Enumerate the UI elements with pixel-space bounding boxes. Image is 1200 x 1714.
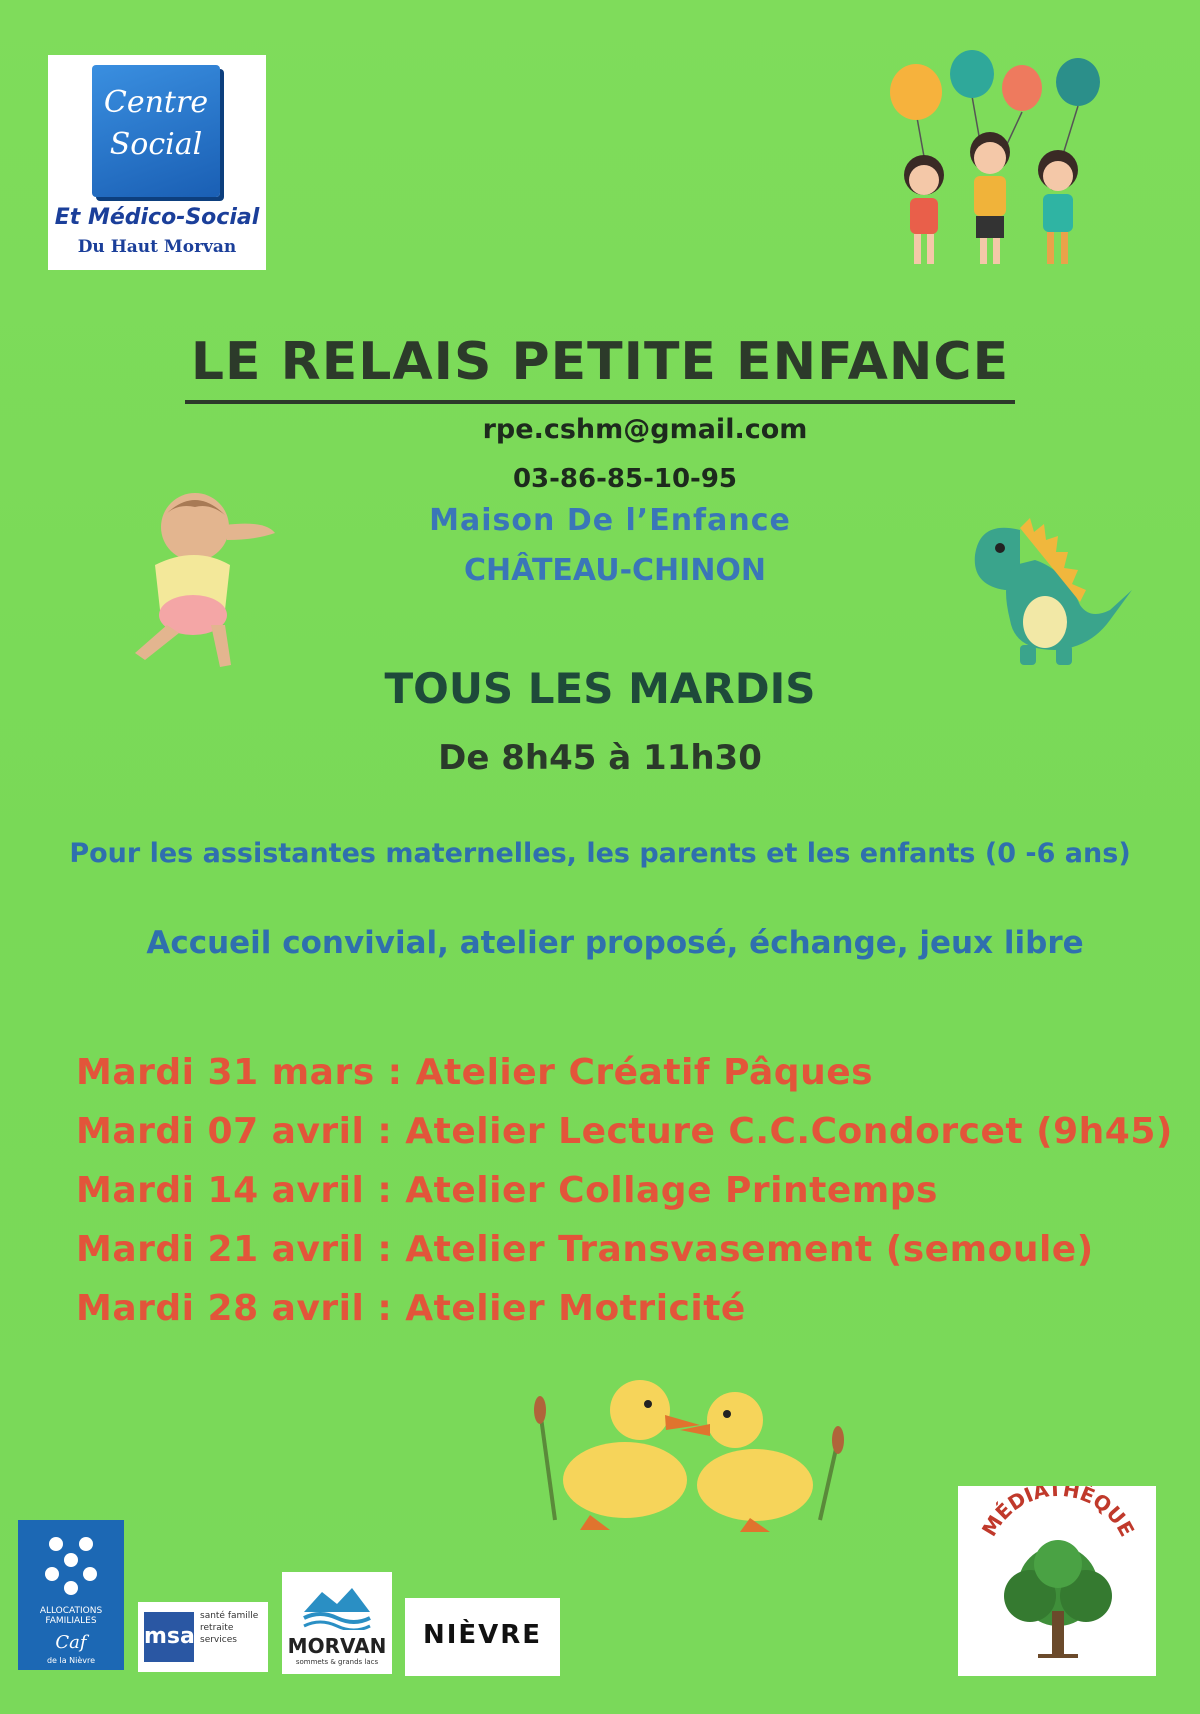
morvan-logo xyxy=(282,1572,392,1674)
location-city: CHÂTEAU-CHINON xyxy=(463,553,767,588)
ducks-illustration xyxy=(520,1370,860,1540)
title-wrap xyxy=(0,332,1200,404)
caf-top-text: ALLOCATIONS FAMILIALES xyxy=(39,1606,103,1626)
caf-sub: de la Nièvre xyxy=(46,1656,96,1665)
activities-summary: Accueil convivial, atelier proposé, échange, jeux libre xyxy=(146,925,1084,961)
caf-logo xyxy=(18,1520,124,1670)
audience-text: Pour les assistantes maternelles, les parents et les enfants (0 -6 ans) xyxy=(69,838,1131,869)
nievre-name: NIÈVRE xyxy=(422,1620,543,1650)
location-name: Maison De l’Enfance xyxy=(429,503,791,538)
contact-phone: 03-86-85-10-95 xyxy=(512,464,738,494)
msa-mark: msa xyxy=(144,1612,194,1662)
morvan-sub: sommets & grands lacs xyxy=(295,1658,379,1666)
mediatheque-logo xyxy=(958,1486,1156,1676)
msa-text: santé famille retraite services xyxy=(200,1611,259,1645)
list-item: Mardi 07 avril : Atelier Lecture C.C.Condorcet (9h45) xyxy=(76,1111,1173,1152)
caf-name: Caf xyxy=(55,1632,87,1653)
logo-line-1: Centre xyxy=(103,85,209,120)
nievre-logo xyxy=(405,1598,560,1676)
list-item: Mardi 31 mars : Atelier Créatif Pâques xyxy=(76,1052,874,1093)
msa-logo xyxy=(138,1602,268,1672)
list-item: Mardi 21 avril : Atelier Transvasement (semoule) xyxy=(76,1229,1094,1270)
centre-social-logo xyxy=(48,55,266,270)
logo-line-4: Du Haut Morvan xyxy=(77,237,237,257)
page-title: LE RELAIS PETITE ENFANCE xyxy=(185,332,1015,404)
svg-text:MÉDIATHÈQUE xyxy=(977,1486,1139,1541)
list-item: Mardi 14 avril : Atelier Collage Printemps xyxy=(76,1170,938,1211)
caf-figures-icon xyxy=(36,1530,106,1600)
children-balloons-illustration xyxy=(880,50,1120,280)
logo-line-3: Et Médico-Social xyxy=(54,205,260,230)
baby-illustration xyxy=(115,485,285,670)
mediatheque-name: MÉDIATHÈQUE xyxy=(976,1486,1140,1541)
morvan-waves-icon xyxy=(302,1582,372,1630)
contact-email: rpe.cshm@gmail.com xyxy=(482,414,808,445)
morvan-name: MORVAN xyxy=(287,1634,387,1658)
tree-icon xyxy=(958,1486,1156,1676)
dinosaur-illustration xyxy=(960,510,1135,670)
centre-social-logo-badge xyxy=(92,65,220,197)
workshop-list xyxy=(76,1048,1173,1343)
logo-line-2: Social xyxy=(109,127,203,162)
schedule-hours: De 8h45 à 11h30 xyxy=(438,738,762,778)
list-item: Mardi 28 avril : Atelier Motricité xyxy=(76,1288,746,1329)
frequency-heading: TOUS LES MARDIS xyxy=(384,664,816,713)
